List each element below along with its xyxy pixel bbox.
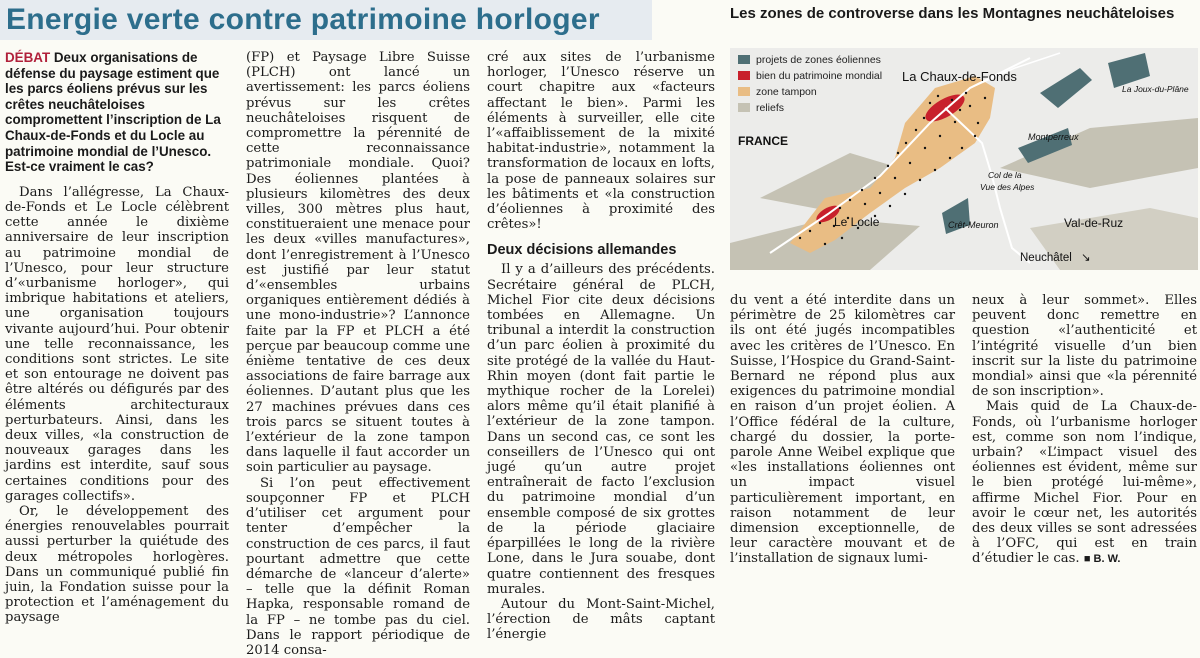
intro-text: Deux organisations de défense du paysage estiment que les parcs éoliens prévus sur les crêtes neuchâteloises compromettent l’inscription de La Chaux-de-Fonds et du Locle au patrimoine mondial de l’Unesco. Est-ce vraiment le cas?: [5, 50, 221, 175]
article-column-2: [246, 50, 470, 658]
signature: ■ B. W.: [1083, 553, 1121, 566]
article-column-4: [730, 293, 955, 567]
paragraph: [972, 399, 1197, 567]
arrow-icon: ↘: [1081, 252, 1091, 264]
place-label-col-1: Col de la: [988, 170, 1022, 180]
article-column-5: [972, 293, 1197, 568]
legend-label: zone tampon: [756, 86, 817, 98]
paragraph: neux à leur sommet». Elles peuvent donc remettre en question «l’authenticité et l’intégrité visuelle d’un bien inscrit sur la liste du patrimoine mondial» ainsi que «la pérennité de son inscription».: [972, 293, 1197, 400]
legend-swatch-relief: [738, 103, 750, 112]
subheading: Deux décisions allemandes: [487, 242, 677, 259]
place-label-joux: La Joux-du-Plâne: [1122, 84, 1189, 94]
place-label-locle: Le Locle: [834, 215, 880, 229]
place-label-valderuz: Val-de-Ruz: [1064, 216, 1124, 230]
article-column-3: [487, 50, 715, 643]
article-column-1: [5, 50, 229, 626]
map-title: Les zones de controverse dans les Montagnes neuchâteloises: [730, 5, 1175, 22]
paragraph: Dans l’allégresse, La Chaux-de-Fonds et Le Locle célèbrent cette année le dixième anniversaire de leur inscription au patrimoine mondial de l’Unesco, pour leur structure d’«urbanisme horloger», qui imbrique habitations et ateliers, une organisation toujours vivante aujourd’hui. Pour obtenir une telle reconnaissance, les conditions sont strictes. Le site et son entourage ne doivent pas être altérés ou défigurés par des éléments architecturaux perturbateurs. Ainsi, dans les deux villes, «la construction de nouveaux garages dans les jardins est interdite, sauf sous certaines conditions pour des garages collectifs».: [5, 184, 229, 504]
paragraph: Autour du Mont-Saint-Michel, l’érection de mâts captant l’énergie: [487, 596, 715, 643]
paragraph: Or, le développement des énergies renouvelables pourrait aussi perturber la quiétude des deux métropoles horlogères. Dans un communiqué publié fin juin, la Fondation suisse pour la protection et l’aménagement du paysage: [5, 504, 229, 626]
legend-label: projets de zones éoliennes: [756, 54, 881, 66]
headline-bar: [0, 0, 652, 40]
place-label-chaux: La Chaux-de-Fonds: [902, 69, 1017, 84]
legend-swatch-buffer: [738, 87, 750, 96]
paragraph: cré aux sites de l’urbanisme horloger, l’Unesco réserve un court chapitre aux «facteurs affectant le bien». Parmi les éléments à surveiller, elle cite l’«affaiblissement de la mixité habitat-industrie», notamment la transformation de locaux en lofts, la pose de panneaux solaires sur les bâtiments et «la construction d’éoliennes à proximité des crêtes»!: [487, 50, 715, 233]
legend-label: reliefs: [756, 102, 785, 114]
place-label-neuchatel: Neuchâtel: [1020, 252, 1072, 264]
paragraph: du vent a été interdite dans un périmètre de 25 kilomètres car ils ont été jugés incompatibles avec les critères de l’Unesco. En Suisse, l’Hospice du Grand-Saint-Bernard ne répond plus aux exigences du patrimoine mondial en raison d’un projet éolien. A l’Office fédéral de la culture, chargé du dossier, la porte-parole Anne Weibel explique que «les installations éoliennes ont un impact visuel particulièrement important, en raison notamment de leur dimension exceptionnelle, de leur caractère mouvant et de l’installation de signaux lumi-: [730, 293, 955, 567]
legend-swatch-heritage: [738, 71, 750, 80]
map-figure: [730, 48, 1198, 270]
signature-initials: B. W.: [1093, 553, 1121, 566]
intro-lead: [5, 50, 229, 175]
kicker: DÉBAT: [5, 50, 51, 65]
paragraph: (FP) et Paysage Libre Suisse (PLCH) ont lancé un avertissement: les parcs éoliens prévus sur les crêtes neuchâteloises risquent de compromettre la pérennité de cette reconnaissance patrimoniale mondiale. Quoi? Des éoliennes plantées à plusieurs kilomètres des deux villes, 300 mètres plus haut, constitueraient une menace pour les deux «villes manufactures», dont l’enregistrement à l’Unesco est justifié par leur statut d’«ensembles urbains organiques entièrement dédiés à une mono-industrie»? L’annonce faite par la FP et PLCH a été perçue par beaucoup comme une énième tentative de ces deux associations de faire barrage aux éoliennes. D’autant plus que les 27 machines prévues dans ces trois parcs se situent toutes à l’extérieur de la zone tampon dans laquelle il faut accorder un soin particulier au paysage.: [246, 50, 470, 476]
place-label-montperreux: Montperreux: [1028, 132, 1079, 142]
paragraph: Si l’on peut effectivement soupçonner FP et PLCH d’utiliser cet argument pour tenter d’empêcher la construction de ces parcs, il faut pourtant admettre que cette démarche de «lanceur d’alerte» – telle que la définit Roman Hapka, responsable romand de la FP – ne tombe pas du ciel. Dans le rapport périodique de 2014 consa-: [246, 475, 470, 658]
paragraph: Il y a d’ailleurs des précédents. Secrétaire général de PLCH, Michel Fior cite deux décisions tombées en Allemagne. Un tribunal a interdit la construction d’un parc éolien à proximité du site protégé de la vallée du Haut-Rhin moyen (dont fait partie le mythique rocher de la Lorelei) alors même qu’il était planifié à l’extérieur de la zone tampon. Dans un second cas, ce sont les conseillers de l’Unesco qui ont jugé qu’un autre projet entraînerait de facto l’exclusion du patrimoine mondial d’un ensemble composé de six grottes de la période glaciaire éparpillées le long de la rivière Lone, dans le Jura souabe, dont quatre contiennent des fresques murales.: [487, 262, 715, 597]
legend-swatch-wind: [738, 55, 750, 64]
place-label-col-2: Vue des Alpes: [980, 182, 1035, 192]
legend-label: bien du patrimoine mondial: [756, 70, 883, 82]
map-svg: [730, 48, 1198, 270]
headline: Energie verte contre patrimoine horloger: [6, 3, 600, 36]
paragraph-text: Mais quid de La Chaux-de-Fonds, où l’urbanisme horloger est, comme son nom l’indique, urbain? «L’impact visuel des éoliennes est évident, même sur le bien protégé lui-même», affirme Michel Fior. Pour en avoir le cœur net, les autorités des deux villes se sont adressées à l’OFC, qui est en train d’étudier le cas.: [972, 399, 1197, 567]
place-label-france: FRANCE: [738, 134, 788, 148]
place-label-cret: Crêt-Meuron: [948, 220, 999, 230]
